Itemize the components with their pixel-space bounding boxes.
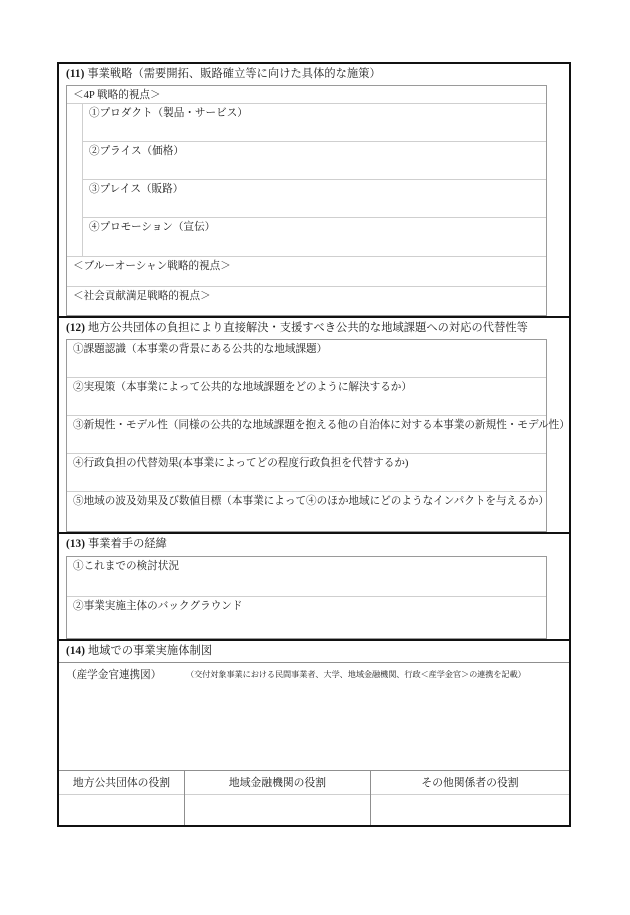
section-13: [57, 532, 571, 638]
4p-item-product[interactable]: ①プロダクト（製品・サービス）: [83, 104, 546, 142]
role-header-financial-institution: 地域金融機関の役割: [185, 771, 370, 795]
section-12-title: [59, 318, 569, 339]
section-14-title: [59, 641, 569, 663]
diagram-drawing-area[interactable]: [59, 682, 569, 770]
diagram-label: （産学金官連携図）: [66, 669, 162, 681]
4p-item-place[interactable]: ③プレイス（販路）: [83, 180, 546, 218]
s12-item-realization-plan[interactable]: ②実現策（本事業によって公共的な地域課題をどのように解決するか）: [67, 378, 546, 416]
role-table: [59, 770, 569, 825]
role-header-other-stakeholders: その他関係者の役割: [371, 771, 569, 795]
viewpoint-4p-header: ＜4P 戦略的視点＞: [67, 86, 546, 104]
section-11: [57, 62, 571, 316]
section-12-inner-table: [66, 339, 570, 532]
section-12: [57, 316, 571, 532]
s12-item-regional-impact-targets[interactable]: ⑤地域の波及効果及び数値目標（本事業によって④のほか地域にどのようなインパクトを与えるか）: [67, 492, 546, 532]
form-document: [57, 62, 571, 827]
section-13-title: [59, 534, 569, 555]
section-12-number: (12): [66, 322, 86, 335]
section-14-title-text: 地域での事業実施体制図: [87, 644, 213, 657]
section-13-title-text: 事業着手の経緯: [87, 538, 167, 551]
role-value-local-government[interactable]: [59, 795, 184, 825]
4p-gutter: [67, 104, 83, 256]
s13-item-review-status[interactable]: ①これまでの検討状況: [67, 557, 546, 597]
s13-item-background[interactable]: ②事業実施主体のバックグラウンド: [67, 597, 546, 639]
section-13-number: (13): [66, 538, 86, 551]
section-14-number: (14): [66, 644, 86, 657]
s12-item-issue-recognition[interactable]: ①課題認識（本事業の背景にある公共的な地域課題）: [67, 340, 546, 378]
4p-item-promotion[interactable]: ④プロモーション（宣伝）: [89, 222, 216, 234]
s12-item-admin-burden-substitution[interactable]: ④行政負担の代替効果(本事業によってどの程度行政負担を代替するか): [67, 454, 546, 492]
section-12-title-text: 地方公共団体の負担により直接解決・支援すべき公共的な地域課題への対応の代替性等: [87, 322, 528, 335]
section-13-inner-table: [66, 556, 547, 639]
4p-items: [83, 104, 546, 256]
s12-item-novelty-model[interactable]: ③新規性・モデル性（同様の公共的な地域課題を抱える他の自治体に対する本事業の新規性・モデル性）: [67, 416, 546, 454]
role-column-other-stakeholders: [371, 771, 569, 825]
diagram-note-row: [59, 663, 569, 682]
role-value-other-stakeholders[interactable]: [371, 795, 569, 825]
role-header-local-government: 地方公共団体の役割: [59, 771, 184, 795]
section-11-title-text: 事業戦略（需要開拓、販路確立等に向けた具体的な施策）: [87, 68, 381, 80]
diagram-annotation: （交付対象事業における民間事業者、大学、地域金融機関、行政＜産学金官＞の連携を記載）: [186, 670, 526, 680]
role-column-local-government: [59, 771, 185, 825]
4p-group: [67, 104, 546, 257]
role-column-financial-institution: [185, 771, 371, 825]
section-11-title: [59, 64, 569, 85]
blue-ocean-viewpoint[interactable]: ＜ブルーオーシャン戦略的視点＞: [67, 257, 546, 287]
section-11-number: (11): [66, 68, 85, 80]
social-contribution-viewpoint[interactable]: ＜社会貢献満足戦略的視点＞: [67, 287, 546, 316]
section-11-inner-table: [66, 85, 547, 316]
role-value-financial-institution[interactable]: [185, 795, 370, 825]
4p-item-price[interactable]: ②プライス（価格）: [83, 142, 546, 180]
section-14: [57, 639, 571, 827]
